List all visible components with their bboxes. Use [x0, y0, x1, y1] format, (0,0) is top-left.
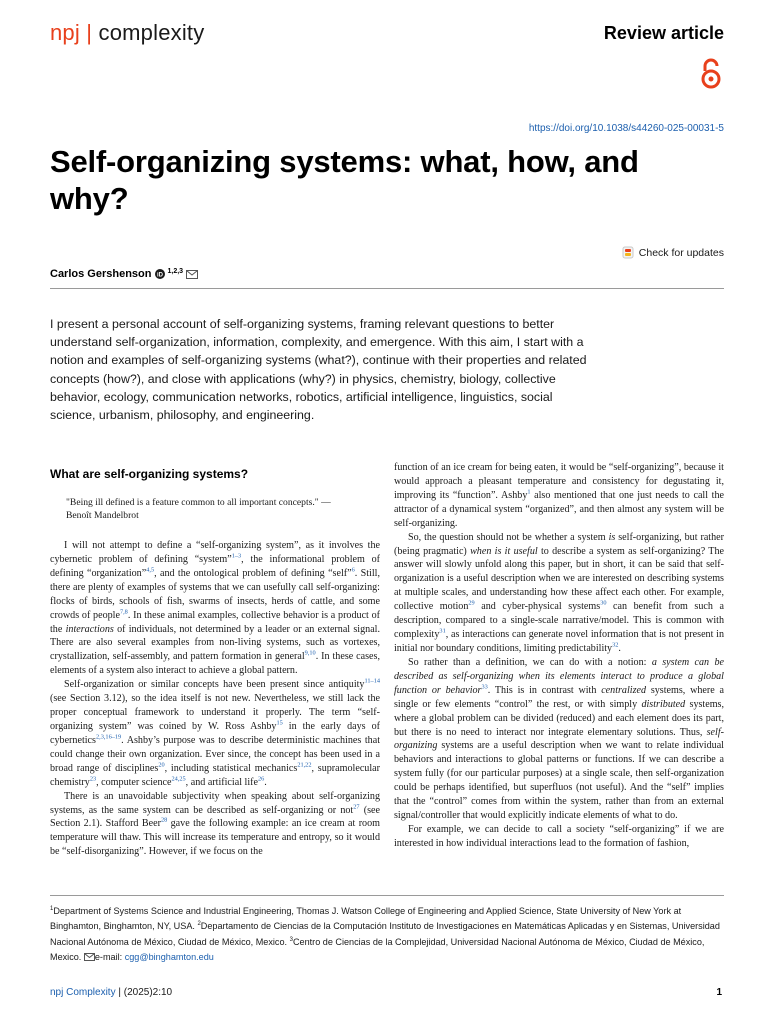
orcid-icon[interactable] — [155, 269, 165, 279]
envelope-icon[interactable] — [186, 270, 198, 279]
body-column-left — [50, 461, 380, 859]
epigraph — [66, 496, 380, 522]
body-paragraph: function of an ice cream for being eaten, it would be “self-organizing”, because it would approach a pleasant temperature and consistency for degustating it, improving its “function”. Ashby$^1$ also mentioned that one just needs to call the attractor of a dynamical system “organized”, and then almost any system will be self-organizing. — [394, 462, 724, 529]
footnote-divider — [50, 895, 724, 896]
journal-header — [50, 20, 724, 50]
envelope-icon — [84, 953, 95, 961]
check-for-updates-button[interactable] — [622, 246, 724, 259]
footer-journal-link[interactable]: npj Complexity — [50, 987, 116, 998]
check-for-updates-icon — [622, 246, 634, 259]
body-paragraph: There is an unavoidable subjectivity when speaking about self-organizing systems, as the same system can be described as self-organizing or not$^{27}$ (see Section 2.1). Stafford Beer$^{28}$ gave the following example: an ice cream at room temperature will thaw. This will increase its temperature and entropy, so it would be “self-disorganizing”. However, if we focus on the — [50, 790, 380, 858]
article-type-label: Review article — [603, 23, 724, 43]
doi-link[interactable]: https://doi.org/10.1038/s44260-025-00031-5 — [528, 123, 724, 134]
brand-separator: | — [79, 20, 99, 45]
open-access-lock-icon — [700, 57, 722, 89]
brand-journal-name: complexity — [98, 20, 205, 45]
body-paragraph: So, the question should not be whether a system is self-organizing, but rather (being pragmatic) when is it useful to describe a system as self-organizing? The answer will slowly unfold along this paper, but in short, it can be said that self-organization is a useful description when we are interested on describing systems at multiple scales, and understanding how these affect each other. For example, collective motion$^{29}$ and cyber-physical systems$^{30}$ can benefit from such a description, compared to a single-scale narrative/model. This is common with complexity$^{31}$, as interactions can generate novel information that is not present in initial nor boundary conditions, limiting predictability$^{32}$. — [394, 531, 724, 654]
affiliation-3: Centro de Ciencias de la Complejidad, Universidad Nacional Autónoma de México, Ciudad de México, Mexico. — [50, 936, 705, 963]
page-number: 1 — [716, 987, 722, 998]
body-paragraph: So rather than a definition, we can do with a notion: a system can be described as self-organizing when its elements interact to produce a global function or behavior$^{33}$. This is in contrast with centralized systems, where a single or few elements “control” the rest, or with simply distributed systems, where a global problem can be divided (reduced) and each element does its part, but there is no need to interact nor integrate elementary solutions. Thus, self-organizing systems are a useful description when we want to relate individual behaviors and interactions to global patterns or functions. If we can describe a system fully (for our particular purposes) at a single scale, then self-organization could be perhaps identified, but superfluos (not useful). And the “self” implies that the “control” comes from within the system, rather than from an external signal/controller that would explicitly indicate elements of what to do. — [394, 656, 725, 822]
section-heading: What are self-organizing systems? — [50, 467, 249, 481]
body-paragraph: For example, we can decide to call a society “self-organizing” if we are interested in how individual interactions lead to the formation of fashion, — [394, 823, 724, 849]
brand-npj: npj — [50, 20, 80, 45]
body-paragraph: Self-organization or similar concepts have been present since antiquity$^{11-14}$ (see Section 3.12), so the idea itself is not new. Nevertheless, we still lack the proper conceptual framework to understand it properly. The term “self-organizing system” was coined by W. Ross Ashby$^{15}$ in the early days of cybernetics$^{2,3,16-19}$. Ashby’s purpose was to describe deterministic machines that could change their own organization. Ever since, the concept has been used in a broad range of disciplines$^{20}$, including statistical mechanics$^{21,22}$, supramolecular chemistry$^{23}$, computer science$^{24,25}$, and artificial life$^{26}$. — [50, 677, 380, 788]
article-title: Self-organizing systems: what, how, and why? — [50, 144, 639, 216]
check-for-updates-label: Check for updates — [638, 246, 724, 259]
author-email-link[interactable]: cgg@binghamton.edu — [124, 952, 214, 963]
abstract: I present a personal account of self-organizing systems, framing relevant questions to better understand self-organization, information, complexity, and emergence. With this aim, I start with a notion and examples of self-organizing systems (what?), continue with their properties and related concepts (how?), and close with applications (why?) in physics, chemistry, biology, collective behavior, ecology, communication networks, robotics, artificial intelligence, linguistics, social science, urbanism, philosophy, and engineering. — [50, 317, 587, 423]
page-footer-citation — [50, 987, 172, 998]
body-column-right — [394, 461, 724, 851]
title-divider — [50, 288, 724, 289]
author-name[interactable]: Carlos Gershenson — [50, 268, 152, 280]
affiliation-2: Departamento de Ciencias de la Computación Instituto de Investigaciones en Matemáticas Aplicadas y en Sistemas, Universidad Nacional Autónoma de México, Ciudad de México, Mexico. — [50, 921, 720, 947]
email-label: e-mail: — [94, 952, 123, 963]
journal-brand[interactable] — [50, 20, 204, 46]
svg-text:iD: iD — [157, 272, 164, 279]
epigraph-quote: "Being ill defined is a feature common to all important concepts." — — [66, 496, 331, 508]
author-line — [50, 268, 198, 280]
body-paragraph: I will not attempt to define a “self-organizing system”, as it involves the cybernetic problem of defining “system”$^{1-3}$, the informational problem of defining “organization”$^{4,5}$, and the ontological problem of defining “self”$^6$. Still, there are plenty of examples of systems that we can usefully call self-organizing: flocks of birds, schools of fish, swarms of insects, herds of cattle, and some crowds of people$^{7,8}$. In these animal examples, collective behavior is a product of the interactions of individuals, not determined by a leader or an external signal. There are also several examples from non-living systems, such as vortexes, crystallization, self-assembly, and pattern formation in general$^{9,10}$. In these cases, elements of a system also interact to achieve a global pattern. — [50, 540, 381, 677]
affiliations-footnote: $^1$Department of Systems Science and Industrial Engineering, Thomas J. Watson College of Engineering and Applied Science, State University of New York at Binghamton, Binghamton, NY, USA. $^2$Departamento de Ciencias de la Computación Instituto de Investigaciones en Matemáticas Aplicadas y en Sistemas, Universidad Nacional Autónoma de México, Ciudad de México, Mexico. $^3$Centro de Ciencias de la Complejidad, Universidad Nacional Autónoma de México, Ciudad de México, Mexico. e-mail: cgg@binghamton.edu — [50, 905, 720, 963]
epigraph-author: Benoît Mandelbrot — [66, 509, 139, 521]
author-affiliation-marks: 1,2,3 — [167, 267, 184, 275]
footer-citation: | (2025)2:10 — [115, 987, 173, 998]
affiliation-1: Department of Systems Science and Industrial Engineering, Thomas J. Watson College of Engineering and Applied Science, State University of New York at Binghamton, Binghamton, NY, USA. — [50, 906, 682, 932]
